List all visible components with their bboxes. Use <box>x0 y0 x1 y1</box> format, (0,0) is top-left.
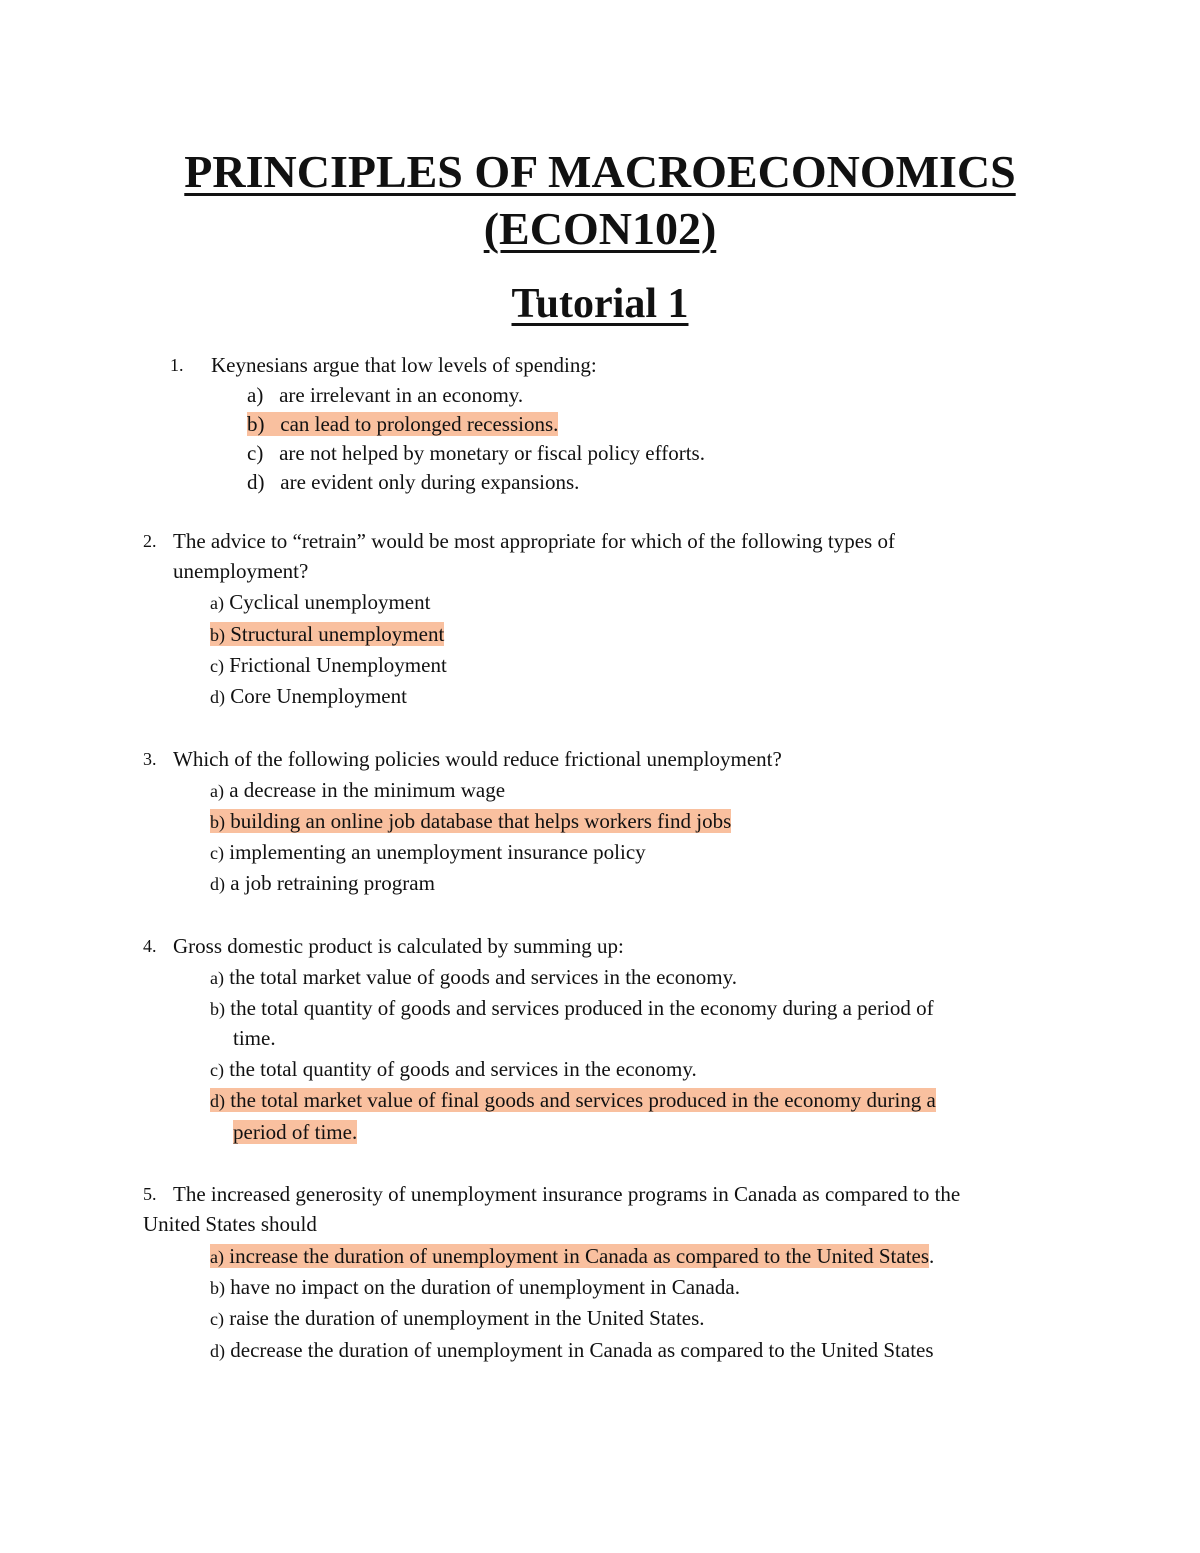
option-correct <box>210 619 444 650</box>
option-text: have no impact on the duration of unemployment in Canada. <box>230 1275 740 1299</box>
question-number: 4. <box>143 936 157 956</box>
option-text: implementing an unemployment insurance policy <box>229 840 646 864</box>
option <box>210 993 934 1024</box>
option-text: the total quantity of goods and services in the economy. <box>229 1057 697 1081</box>
option-text: the total market value of goods and services in the economy. <box>229 965 737 989</box>
option <box>210 587 430 618</box>
option-label: c) <box>210 656 224 676</box>
option <box>210 1054 697 1085</box>
option-text: Structural unemployment <box>230 622 445 646</box>
option <box>210 775 505 806</box>
option-label: d) <box>210 687 225 707</box>
option <box>210 681 407 712</box>
question-text: The advice to “retrain” would be most appropriate for which of the following types of <box>173 529 895 553</box>
option <box>247 438 705 468</box>
option-label: a) <box>210 781 224 801</box>
option-label: b) <box>210 999 225 1019</box>
question-number: 5. <box>143 1184 157 1204</box>
question-text: Gross domestic product is calculated by summing up: <box>173 934 624 958</box>
option-text-cont-highlight: period of time. <box>233 1120 358 1144</box>
title-line-1: PRINCIPLES OF MACROECONOMICS <box>184 146 1016 197</box>
option-text-cont: time. <box>233 1026 276 1050</box>
option-trailing-period: . <box>929 1244 935 1268</box>
option-text: decrease the duration of unemployment in Canada as compared to the United States <box>230 1338 934 1362</box>
option <box>247 467 579 497</box>
option-correct <box>210 806 731 837</box>
option-text: the total quantity of goods and services produced in the economy during a period of <box>230 996 934 1020</box>
option-label: b) <box>210 812 225 832</box>
option-label: b) <box>247 412 265 436</box>
question-text-cont: unemployment? <box>173 559 309 583</box>
option-text: are not helped by monetary or fiscal policy efforts. <box>279 441 705 465</box>
option-text: are irrelevant in an economy. <box>279 383 524 407</box>
question-text-cont: United States should <box>143 1212 317 1236</box>
option-text-cont <box>233 1117 357 1147</box>
question-text: The increased generosity of unemployment insurance programs in Canada as compared to the <box>173 1182 961 1206</box>
option-label: d) <box>210 1341 225 1361</box>
option <box>210 1272 740 1303</box>
option-label: a) <box>247 383 264 407</box>
question-number: 2. <box>143 531 157 551</box>
option-text: building an online job database that helps workers find jobs <box>230 809 732 833</box>
option-label: c) <box>210 843 224 863</box>
option-text: can lead to prolonged recessions. <box>280 412 559 436</box>
option-text: raise the duration of unemployment in the United States. <box>229 1306 705 1330</box>
option <box>210 868 435 899</box>
option <box>210 650 447 681</box>
question-text: Keynesians argue that low levels of spending: <box>211 353 597 377</box>
option-label: a) <box>210 593 224 613</box>
option <box>247 380 523 410</box>
option <box>210 1335 934 1366</box>
title-line-2: (ECON102) <box>483 203 717 254</box>
option <box>210 1303 705 1334</box>
option-label: c) <box>210 1309 224 1329</box>
option-label: c) <box>210 1060 224 1080</box>
option-label: d) <box>210 874 225 894</box>
option-text: are evident only during expansions. <box>280 470 580 494</box>
option-label: a) <box>210 968 224 988</box>
option-label: c) <box>247 441 264 465</box>
option-text: a decrease in the minimum wage <box>229 778 506 802</box>
option <box>210 837 646 868</box>
question-text: Which of the following policies would reduce frictional unemployment? <box>173 747 782 771</box>
option-text: the total market value of final goods and services produced in the economy during a <box>230 1088 936 1112</box>
option-label: d) <box>210 1091 225 1111</box>
option <box>210 962 737 993</box>
option-label: d) <box>247 470 265 494</box>
option-text: Core Unemployment <box>230 684 407 708</box>
question-number: 3. <box>143 749 157 769</box>
option-text: Cyclical unemployment <box>229 590 431 614</box>
option-text: a job retraining program <box>230 871 435 895</box>
option-correct <box>247 409 558 439</box>
option-text: Frictional Unemployment <box>229 653 447 677</box>
option-label: b) <box>210 1278 225 1298</box>
tutorial-heading: Tutorial 1 <box>511 281 689 327</box>
option-text: increase the duration of unemployment in Canada as compared to the United States <box>229 1244 930 1268</box>
question-number: 1. <box>170 355 184 375</box>
option-correct <box>210 1085 936 1116</box>
option-label: b) <box>210 625 225 645</box>
option-label: a) <box>210 1247 224 1267</box>
option-correct <box>210 1241 934 1272</box>
